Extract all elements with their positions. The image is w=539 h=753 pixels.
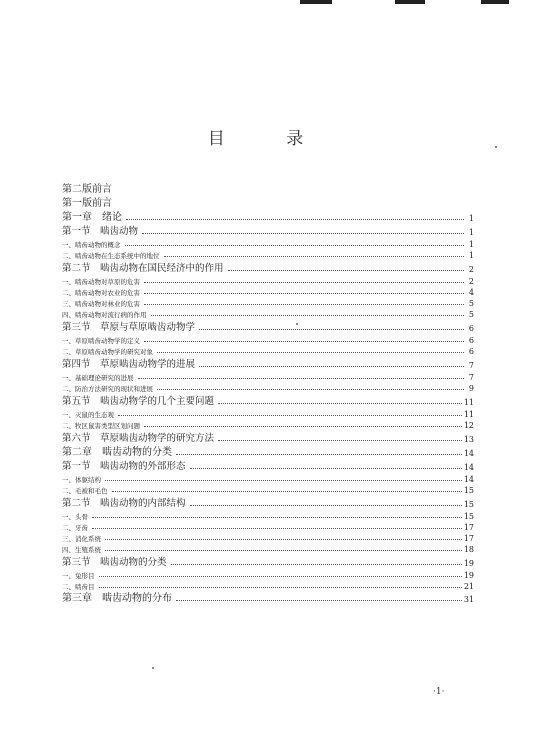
toc-entry[interactable] [62,239,474,249]
dot-leader [228,270,464,271]
dot-leader [144,341,464,342]
toc-entry-title: 一、体躯结构 [62,476,101,484]
toc-entry-title: 二、草原啮齿动物学的研究对象 [62,348,153,356]
toc-entry[interactable] [62,383,474,393]
toc-entry[interactable] [62,372,474,382]
toc-entry-page: 7 [468,373,474,382]
scan-mark-2 [395,0,425,4]
toc-entry-title: 第四节 草原啮齿动物学的进展 [62,359,196,370]
toc-entry-page: 1 [468,251,474,260]
toc-entry-title: 第二节 啮齿动物的内部结构 [62,498,186,509]
dot-leader [190,505,462,506]
toc-entry-title: 四、生殖系统 [62,546,101,554]
toc-entry-title: 第五节 啮齿动物学的几个主要问题 [62,396,215,407]
toc-entry[interactable] [62,321,474,333]
dot-leader [218,440,462,441]
dot-leader [99,576,462,577]
toc-entry-title: 一、基础理论研究的进展 [62,374,134,382]
toc-entry[interactable] [62,276,474,286]
toc-entry-page: 19 [463,571,474,580]
toc-entry-page: 6 [468,324,474,333]
toc-entry[interactable] [62,250,474,260]
toc-entry[interactable] [62,358,474,370]
toc-entry-page: 6 [468,347,474,356]
dot-leader [105,550,462,551]
toc-entry-title: 第二章 啮齿动物的分类 [62,447,172,458]
toc-entry[interactable] [62,420,474,430]
toc-entry-title: 第二节 啮齿动物在国民经济中的作用 [62,263,224,274]
toc-entry-title: 三、啮齿动物对林业的危害 [62,300,140,308]
dot-leader [92,517,462,518]
dot-leader [171,564,462,565]
toc-entry-title: 二、啮齿目 [62,583,95,591]
toc-entry-title: 第一版前言 [62,198,112,209]
toc-entry-page: 1 [468,214,474,223]
toc-entry[interactable] [62,497,474,509]
toc-entry[interactable] [62,346,474,356]
dot-leader [126,219,464,220]
dot-leader [190,468,462,469]
toc-entry-title: 第一章 绪论 [62,212,122,223]
dot-leader [218,403,462,404]
scan-mark-1 [300,0,332,4]
scan-speck [152,667,154,669]
toc-entry[interactable] [62,287,474,297]
toc-entry[interactable] [62,298,474,308]
dot-leader [142,233,464,234]
dot-leader [199,366,464,367]
scan-mark-3 [481,0,509,4]
toc-entry-page: 13 [463,435,474,444]
toc-entry-page: 11 [463,410,474,419]
toc-entry[interactable] [62,570,474,580]
toc-entry-title: 一、啮齿动物的概念 [62,241,121,249]
toc-entry-title: 二、啮齿动物对农业的危害 [62,289,140,297]
toc-entry-title: 二、牧区鼠害类型区划问题 [62,422,140,430]
toc-entry-page: 14 [463,449,474,458]
dot-leader [157,389,464,390]
toc-entry-page: 17 [463,523,474,532]
toc-entry-page: 6 [468,336,474,345]
toc-entry[interactable] [62,183,474,195]
toc-entry-title: 三、消化系统 [62,535,101,543]
toc-entry[interactable] [62,533,474,543]
page-number: ·1· [433,687,445,697]
table-of-contents [62,183,474,606]
toc-entry-title: 一、灭鼠的生态观 [62,411,114,419]
toc-entry-page: 12 [463,421,474,430]
toc-entry[interactable] [62,409,474,419]
toc-entry-page: 9 [468,384,474,393]
toc-entry[interactable] [62,581,474,591]
toc-entry-page: 31 [463,595,474,604]
toc-entry[interactable] [62,262,474,274]
toc-entry[interactable] [62,225,474,237]
dot-leader [144,426,462,427]
toc-entry-page: 11 [463,398,474,407]
toc-entry-title: 二、啮齿动物在生态系统中的地位 [62,252,160,260]
toc-entry[interactable] [62,544,474,554]
toc-entry-page: 15 [463,512,474,521]
dot-leader [144,304,464,305]
toc-entry-title: 四、啮齿动物对流行病的作用 [62,311,147,319]
dot-leader [164,256,465,257]
toc-entry[interactable] [62,522,474,532]
dot-leader [105,539,462,540]
toc-entry-page: 1 [468,228,474,237]
toc-entry-title: 第三节 草原与草原啮齿动物学 [62,322,196,333]
dot-leader [105,480,462,481]
toc-entry-page: 14 [463,475,474,484]
toc-entry[interactable] [62,197,474,209]
page-title: 目 录 [207,129,332,149]
toc-entry[interactable] [62,309,474,319]
toc-entry[interactable] [62,432,474,444]
toc-entry-title: 一、头骨 [62,513,88,521]
toc-entry-page: 4 [468,288,474,297]
dot-leader [176,600,462,601]
dot-leader [112,491,462,492]
dot-leader [125,245,465,246]
toc-entry-page: 15 [463,486,474,495]
dot-leader [199,329,464,330]
toc-entry-title: 二、毛被和毛色 [62,487,108,495]
toc-entry-page: 1 [468,240,474,249]
toc-entry[interactable] [62,460,474,472]
toc-entry-title: 第一节 啮齿动物的外部形态 [62,461,186,472]
toc-entry-page: 21 [463,582,474,591]
toc-entry-page: 5 [468,310,474,319]
toc-entry[interactable] [62,556,474,568]
toc-entry-title: 第一节 啮齿动物 [62,226,139,237]
toc-entry-title: 第六节 草原啮齿动物学的研究方法 [62,433,215,444]
toc-entry[interactable] [62,335,474,345]
toc-entry-page: 5 [468,299,474,308]
dot-leader [92,528,462,529]
dot-leader [176,454,462,455]
toc-entry-page: 2 [468,277,474,286]
toc-entry-title: 二、牙齿 [62,524,88,532]
toc-entry-title: 一、兔形目 [62,572,95,580]
toc-entry[interactable] [62,592,474,604]
toc-entry-page: 14 [463,463,474,472]
toc-entry-page: 19 [463,559,474,568]
toc-entry[interactable] [62,485,474,495]
toc-entry-title: 二、防治方法研究的现状和进展 [62,385,153,393]
toc-entry[interactable] [62,474,474,484]
dot-leader [151,315,465,316]
toc-entry[interactable] [62,446,474,458]
dot-leader [144,293,464,294]
toc-entry-page: 15 [463,500,474,509]
dot-leader [144,282,464,283]
dot-leader [99,587,462,588]
toc-entry-title: 第三节 啮齿动物的分类 [62,557,167,568]
dot-leader [157,352,464,353]
toc-entry-title: 第二版前言 [62,184,112,195]
toc-entry-page: 7 [468,361,474,370]
toc-entry-title: 一、啮齿动物对草原的危害 [62,278,140,286]
toc-entry[interactable] [62,511,474,521]
toc-entry-page: 2 [468,265,474,274]
toc-entry-page: 17 [463,534,474,543]
dot-leader [138,378,465,379]
toc-entry-page: 18 [463,545,474,554]
toc-entry[interactable] [62,395,474,407]
toc-entry[interactable] [62,211,474,223]
dot-leader [118,415,462,416]
toc-entry-title: 第三章 啮齿动物的分布 [62,593,172,604]
toc-entry-title: 一、草原啮齿动物学的定义 [62,337,140,345]
